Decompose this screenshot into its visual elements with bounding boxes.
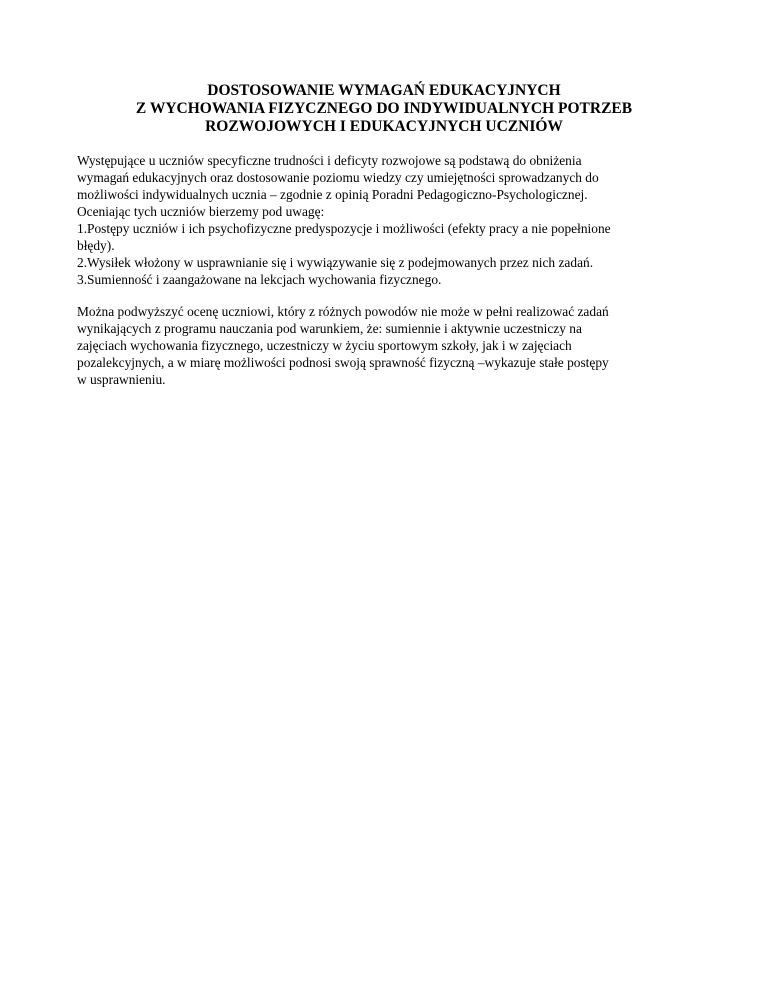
list-item-3: 3.Sumienność i zaangażowane na lekcjach wychowania fizycznego. <box>77 272 442 287</box>
text-line: zajęciach wychowania fizycznego, uczestniczy w życiu sportowym szkoły, jak i w zajęciach <box>77 338 572 353</box>
intro-paragraph <box>77 152 717 288</box>
list-item-1: 1.Postępy uczniów i ich psychofizyczne predyspozycje i możliwości (efekty pracy a nie popełnione <box>77 221 611 236</box>
text-line: w usprawnieniu. <box>77 372 166 387</box>
grade-raise-paragraph <box>77 303 717 388</box>
document-title <box>60 82 708 136</box>
text-line: Oceniając tych uczniów bierzemy pod uwagę: <box>77 204 325 219</box>
text-line: wynikających z programu nauczania pod warunkiem, że: sumiennie i aktywnie uczestniczy na <box>77 321 582 336</box>
list-item-1-continuation: błędy). <box>77 238 115 253</box>
text-line: Można podwyższyć ocenę uczniowi, który z różnych powodów nie może w pełni realizować zadań <box>77 304 609 319</box>
text-line: pozalekcyjnych, a w miarę możliwości podnosi swoją sprawność fizyczną –wykazuje stałe postępy <box>77 355 609 370</box>
text-line: Występujące u uczniów specyficzne trudności i deficyty rozwojowe są podstawą do obniżenia <box>77 153 582 168</box>
title-line: Z WYCHOWANIA FIZYCZNEGO DO INDYWIDUALNYCH POTRZEB <box>135 100 633 117</box>
text-line: wymagań edukacyjnych oraz dostosowanie poziomu wiedzy czy umiejętności sprowadzanych do <box>77 170 599 185</box>
text-line: możliwości indywidualnych ucznia – zgodnie z opinią Poradni Pedagogiczno-Psychologicznej. <box>77 187 588 202</box>
list-item-2: 2.Wysiłek włożony w usprawnianie się i wywiązywanie się z podejmowanych przez nich zadań. <box>77 255 594 270</box>
title-line: DOSTOSOWANIE WYMAGAŃ EDUKACYJNYCH <box>207 82 561 99</box>
title-line: ROZWOJOWYCH I EDUKACYJNYCH UCZNIÓW <box>205 118 563 135</box>
